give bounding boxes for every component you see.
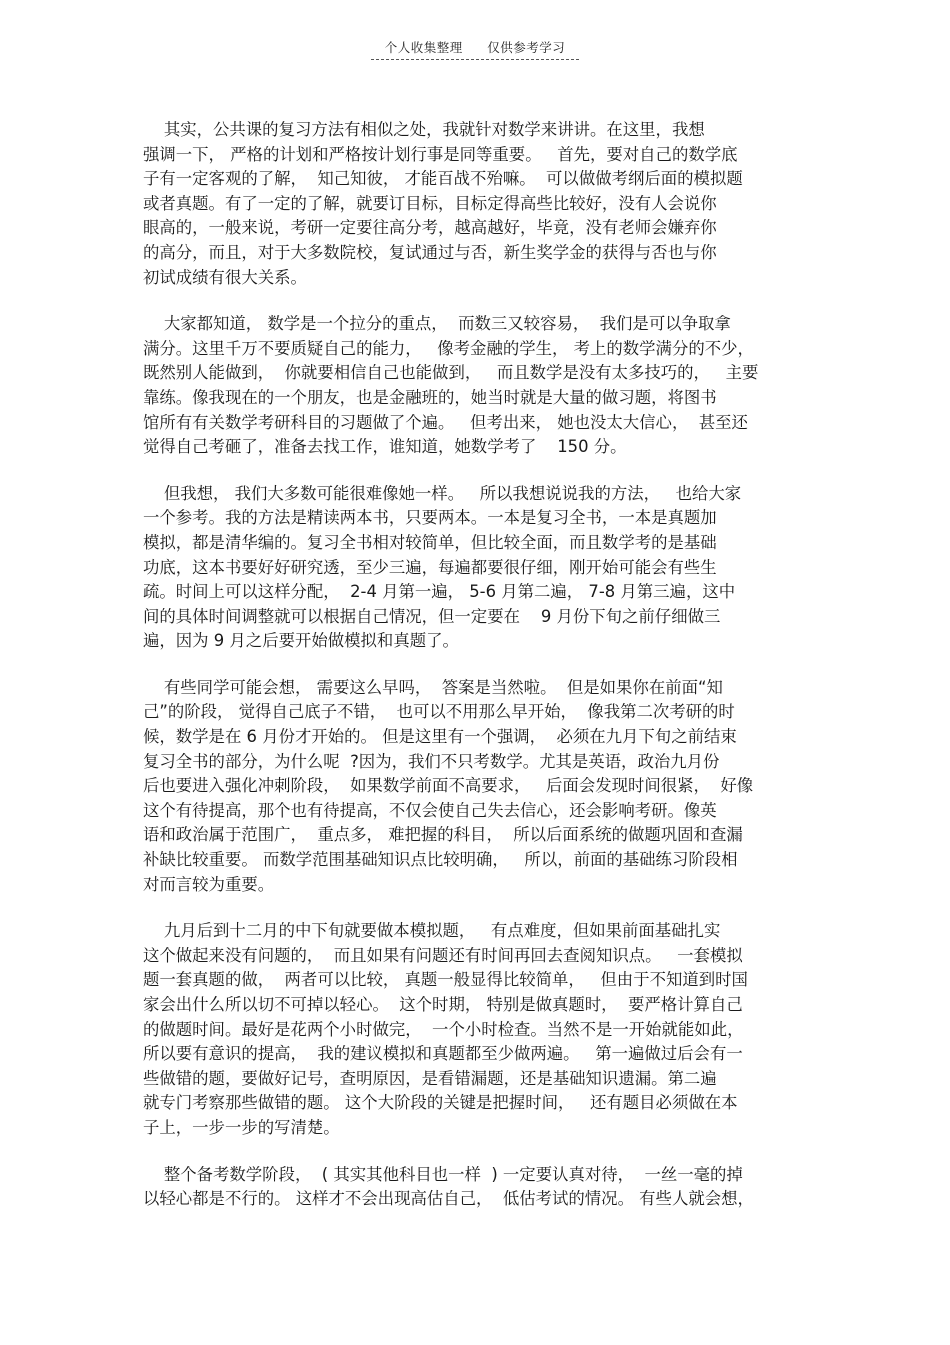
text-line: 既然别人能做到， 你就要相信自己也能做到， 而且数学是没有太多技巧的， 主要 (143, 363, 759, 383)
paragraph (143, 1163, 811, 1212)
text-line: 一个参考。我的方法是精读两本书，只要两本。一本是复习全书，一本是真题加 (143, 508, 717, 528)
text-line: 疏。时间上可以这样分配， 2-4 月第一遍， 5-6 月第二遍， 7-8 月第三遍，这中 (143, 582, 736, 602)
paragraph (143, 919, 811, 1140)
header-left-text: 个人收集整理 (384, 40, 463, 55)
text-line: 觉得自己考砸了，准备去找工作，谁知道，她数学考了 150 分。 (143, 437, 627, 457)
text-line: 模拟，都是清华编的。复习全书相对较简单，但比较全面，而且数学考的是基础 (143, 532, 717, 552)
text-line: 复习全书的部分，为什么呢 ?因为，我们不只考数学。尤其是英语，政治九月份 (143, 751, 720, 771)
text-line: 初试成绩有很大关系。 (143, 267, 307, 287)
text-line: 的做题时间。最好是花两个小时做完， 一个小时检查。当然不是一开始就能如此， (143, 1019, 744, 1039)
text-line: 候，数学是在 6 月份才开始的。 但是这里有一个强调， 必须在九月下旬之前结束 (143, 727, 737, 747)
paragraph (143, 312, 811, 460)
text-line: 以轻心都是不行的。 这样才不会出现高估自己， 低估考试的情况。 有些人就会想， (143, 1189, 754, 1209)
text-line: 补缺比较重要。 而数学范围基础知识点比较明确， 所以，前面的基础练习阶段相 (143, 850, 738, 870)
paragraph (143, 118, 811, 290)
text-line: 眼高的，一般来说，考研一定要往高分考，越高越好，毕竟，没有老师会嫌弃你 (143, 218, 717, 238)
text-line: 后也要进入强化冲刺阶段， 如果数学前面不高要求， 后面会发现时间很紧， 好像 (143, 776, 754, 796)
text-line: 大家都知道， 数学是一个拉分的重点， 而数三又较容易， 我们是可以争取拿 (143, 314, 731, 334)
text-line: 强调一下， 严格的计划和严格按计划行事是同等重要。 首先，要对自己的数学底 (143, 144, 738, 164)
text-line: 题一套真题的做， 两者可以比较， 真题一般显得比较简单， 但由于不知道到时国 (143, 970, 748, 990)
document-body (143, 118, 811, 1234)
text-line: 子有一定客观的了解， 知己知彼， 才能百战不殆嘛。 可以做做考纲后面的模拟题 (143, 169, 743, 189)
text-line: 间的具体时间调整就可以根据自己情况，但一定要在 9 月份下旬之前仔细做三 (143, 606, 721, 626)
text-line: 整个备考数学阶段， ( 其实其他科目也一样 ) 一定要认真对待， 一丝一毫的掉 (143, 1164, 743, 1184)
text-line: 其实，公共课的复习方法有相似之处，我就针对数学来讲讲。在这里，我想 (143, 120, 705, 139)
text-line: 这个做起来没有问题的， 而且如果有问题还有时间再回去查阅知识点。 一套模拟 (143, 945, 743, 965)
text-line: 有些同学可能会想， 需要这么早吗， 答案是当然啦。 但是如果你在前面“知 (143, 677, 723, 697)
text-line: 的高分，而且，对于大多数院校，复试通过与否，新生奖学金的获得与否也与你 (143, 242, 717, 262)
text-line: 但我想， 我们大多数可能很难像她一样。 所以我想说说我的方法， 也给大家 (143, 483, 742, 503)
text-line: 或者真题。有了一定的了解，就要订目标，目标定得高些比较好，没有人会说你 (143, 193, 717, 213)
paragraph (143, 482, 811, 654)
page-header (0, 38, 950, 60)
text-line: 所以要有意识的提高， 我的建议模拟和真题都至少做两遍。 第一遍做过后会有一 (143, 1044, 743, 1064)
text-line: 对而言较为重要。 (143, 874, 275, 894)
text-line: 己”的阶段， 觉得自己底子不错， 也可以不用那么早开始， 像我第二次考研的时 (143, 702, 735, 722)
header-right-text: 仅供参考学习 (487, 40, 566, 55)
text-line: 九月后到十二月的中下旬就要做本模拟题， 有点难度，但如果前面基础扎实 (143, 921, 721, 941)
text-line: 语和政治属于范围广， 重点多， 难把握的科目， 所以后面系统的做题巩固和查漏 (143, 825, 743, 845)
text-line: 馆所有有关数学考研科目的习题做了个遍。 但考出来， 她也没太大信心， 甚至还 (143, 412, 748, 432)
text-line: 子上，一步一步的写清楚。 (143, 1117, 340, 1137)
text-line: 就专门考察那些做错的题。 这个大阶段的关键是把握时间， 还有题目必须做在本 (143, 1093, 738, 1113)
paragraph (143, 676, 811, 897)
text-line: 些做错的题，要做好记号，查明原因，是看错漏题，还是基础知识遗漏。第二遍 (143, 1068, 717, 1088)
text-line: 这个有待提高，那个也有待提高，不仅会使自己失去信心，还会影响考研。像英 (143, 800, 717, 820)
text-line: 靠练。像我现在的一个朋友，也是金融班的，她当时就是大量的做习题，将图书 (143, 387, 717, 407)
text-line: 满分。这里千万不要质疑自己的能力， 像考金融的学生， 考上的数学满分的不少， (143, 338, 754, 358)
text-line: 家会出什么所以切不可掉以轻心。 这个时期， 特别是做真题时， 要严格计算自己 (143, 995, 743, 1014)
header-underline (371, 38, 580, 60)
text-line: 功底，这本书要好好研究透，至少三遍，每遍都要很仔细，刚开始可能会有些生 (143, 557, 717, 577)
text-line: 遍，因为 9 月之后要开始做模拟和真题了。 (143, 631, 459, 651)
